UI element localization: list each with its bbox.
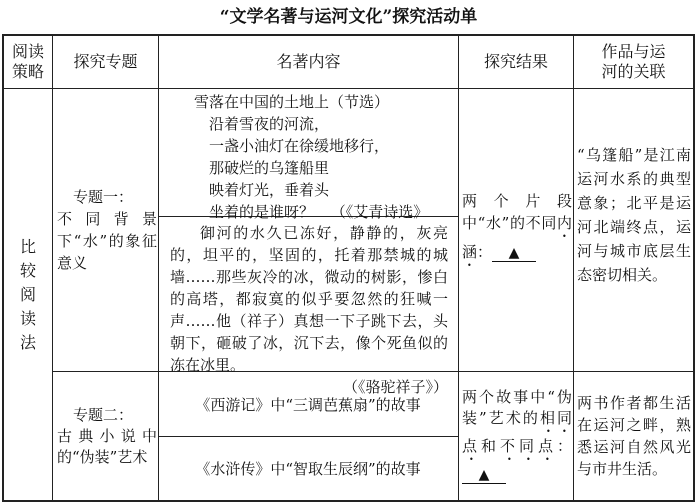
poem-line: 那破烂的乌篷船里 [209, 159, 330, 177]
topic1-result [462, 89, 572, 371]
topic2-story-2: 《水浒传》中“智取生辰纲”的故事 [195, 460, 421, 478]
poem-line: 一盏小油灯在徐缓地移行， [209, 137, 390, 155]
result2-emphasis-1: 相同点 [462, 409, 572, 455]
header-strategy: 阅读 策略 [11, 42, 44, 81]
header-result: 探究结果 [483, 52, 548, 71]
topic1-desc: 不同背景下“水”的象征意义 [57, 210, 157, 272]
result2-and: 和 [481, 437, 500, 455]
strategy-cell: 比 较 阅 读 法 [19, 236, 36, 352]
topic2-cell [57, 372, 157, 500]
result1-emphasis: 内涵 [462, 214, 572, 261]
triangle-icon: ▲ [478, 467, 490, 483]
topic1-prose [160, 218, 456, 396]
sheet-title: “文学名著与运河文化”探究活动单 [219, 7, 478, 27]
table-border-bottom [2, 500, 695, 502]
topic2-result [462, 372, 572, 500]
col-divider-4 [573, 34, 574, 502]
topic1-relation: “乌篷船”是江南运河水系的典型意象；北平是运河北端终点，运河与城市底层生态密切相关。 [577, 146, 691, 284]
topic2-relation: 两书作者都生活在运河之畔，熟悉运河自然风光与市井生活。 [577, 394, 691, 478]
topic2-desc: 古典小说中的“伪装”艺术 [57, 426, 157, 466]
topic2-label: 专题二： [73, 405, 134, 424]
poem-title: 雪落在中国的土地上（节选） [194, 93, 390, 111]
table-border-right [693, 34, 695, 502]
result2-text: 两个故事中“伪装”艺术的 [462, 388, 572, 427]
topic1-cell [57, 89, 157, 371]
answer-blank-1[interactable] [492, 244, 536, 262]
prose-text: 御河的水久已冻好，静静的，灰亮的，坦平的，坚固的，托着那禁城的城墙……那些灰冷的冰，微动的树影，惨白的高塔，都寂寞的似乎要忽然的狂喊一声……他（祥子）真想一下子跳下去，头朝下，砸破了冰，沉下去，像个死鱼似的冻在冰里。 [170, 224, 448, 374]
result2-colon: ： [556, 437, 572, 455]
topic1-label: 专题一： [73, 188, 134, 206]
result1-colon: ： [477, 243, 493, 261]
poem-source: （《艾青诗选》 [330, 203, 429, 221]
prose-source: （《骆驼祥子》） [342, 378, 448, 396]
poem-line: 映着灯光，垂着头 [209, 181, 330, 199]
triangle-icon: ▲ [508, 245, 520, 261]
result2-emphasis-2: 不同点 [500, 437, 557, 455]
col-divider-1 [52, 34, 53, 502]
col-divider-2 [158, 34, 159, 502]
topic2-story-1: 《西游记》中“三调芭蕉扇”的故事 [195, 395, 421, 414]
col-divider-3 [458, 34, 459, 502]
result1-text: 两个片段中“水”的不同 [462, 192, 572, 232]
poem-line: 坐着的是谁呀？ [209, 203, 315, 221]
answer-blank-2[interactable] [462, 466, 506, 484]
poem-line: 沿着雪夜的河流， [209, 115, 330, 133]
header-relation: 作品与运 河的关联 [601, 42, 666, 81]
topic1-poem [160, 89, 456, 221]
header-content: 名著内容 [276, 52, 341, 71]
header-topic: 探究专题 [73, 52, 138, 71]
